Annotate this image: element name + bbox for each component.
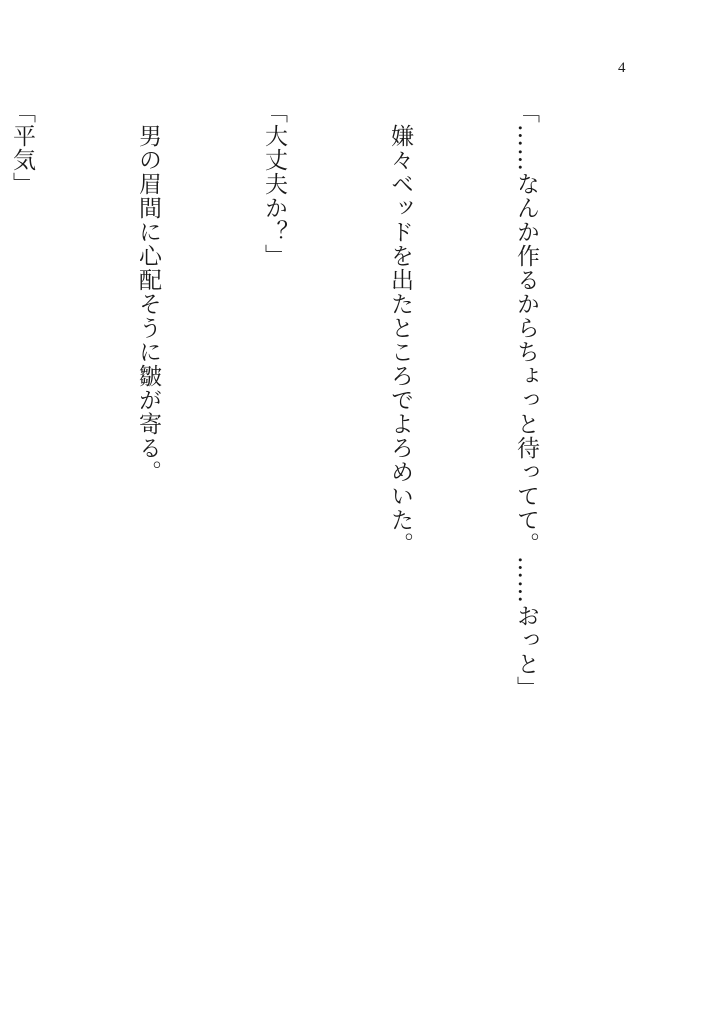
text-line: 男の眉間に心配そうに皺が寄る。 (135, 100, 161, 484)
text-line: 「大丈夫か？」 (261, 100, 287, 268)
text-line: 嫌々ベッドを出たところでよろめいた。 (387, 100, 413, 556)
vertical-text-body (0, 100, 631, 960)
text-line: 「平気」 (9, 100, 35, 196)
text-line: 「……なんか作るからちょっと待ってて。……おっと」 (513, 100, 539, 700)
page-number: 4 (618, 60, 626, 76)
